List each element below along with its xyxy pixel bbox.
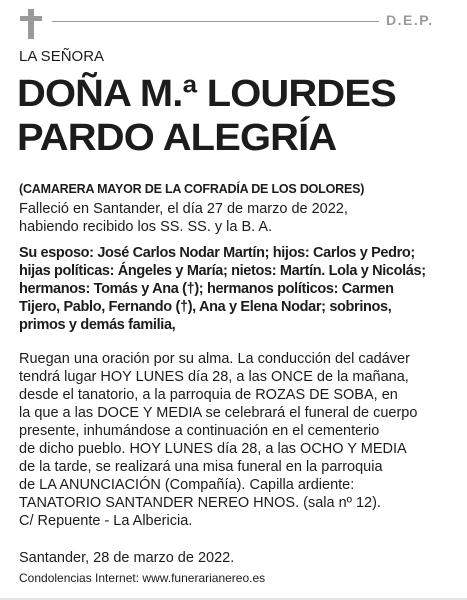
- condolences-line: [19, 571, 265, 585]
- dep-mark: D.E.P.: [386, 12, 434, 28]
- honorific: LA SEÑORA: [19, 48, 105, 65]
- text-line: de LA ANUNCIACIÓN (Compañía). Capilla ardiente:: [19, 477, 355, 493]
- text-line: hermanos: Tomás y Ana (†); hermanos políticos: Carmen: [19, 281, 394, 297]
- death-announcement: [19, 200, 451, 236]
- deceased-title: (CAMARERA MAYOR DE LA COFRADÍA DE LOS DOLORES): [19, 182, 365, 196]
- text-line: Su esposo: José Carlos Nodar Martín; hijos: Carlos y Pedro;: [19, 245, 415, 261]
- family-list: [19, 244, 451, 334]
- text-line: TANATORIO SANTANDER NEREO HNOS. (sala nº 12).: [19, 495, 381, 511]
- cross-icon: [20, 9, 44, 39]
- funeral-details: [19, 350, 451, 530]
- header-divider: [52, 21, 379, 22]
- text-line: C/ Repuente - La Albericia.: [19, 513, 193, 529]
- name-line: PARDO ALEGRÍA: [17, 117, 337, 159]
- text-line: primos y demás familia,: [19, 317, 176, 333]
- text-line: de dicho pueblo. HOY LUNES día 28, a las OCHO Y MEDIA: [19, 441, 407, 457]
- text-line: hijas políticas: Ángeles y María; nietos: Martín. Lola y Nicolás;: [19, 263, 426, 279]
- text-line: tendrá lugar HOY LUNES día 28, a las ONCE de la mañana,: [19, 369, 409, 385]
- text-line: Ruegan una oración por su alma. La conducción del cadáver: [19, 351, 410, 367]
- deceased-name: [17, 72, 467, 160]
- text-line: presente, inhumándose a continuación en el cementerio: [19, 423, 380, 439]
- notice-date: Santander, 28 de marzo de 2022.: [19, 550, 235, 566]
- text-line: de la tarde, se realizará una misa funeral en la parroquia: [19, 459, 383, 475]
- condolences-label: Condolencias Internet:: [19, 571, 140, 585]
- text-line: Falleció en Santander, el día 27 de marzo de 2022,: [19, 201, 348, 217]
- text-line: Tijero, Pablo, Fernando (†), Ana y Elena Nodar; sobrinos,: [19, 299, 392, 315]
- name-line: DOÑA M.ª LOURDES: [17, 73, 396, 115]
- text-line: desde el tanatorio, a la parroquia de ROZAS DE SOBA, en: [19, 387, 398, 403]
- text-line: la que a las DOCE Y MEDIA se celebrará el funeral de cuerpo: [19, 405, 418, 421]
- condolences-link[interactable]: www.funerarianereo.es: [142, 571, 266, 585]
- text-line: habiendo recibido los SS. SS. y la B. A.: [19, 219, 273, 235]
